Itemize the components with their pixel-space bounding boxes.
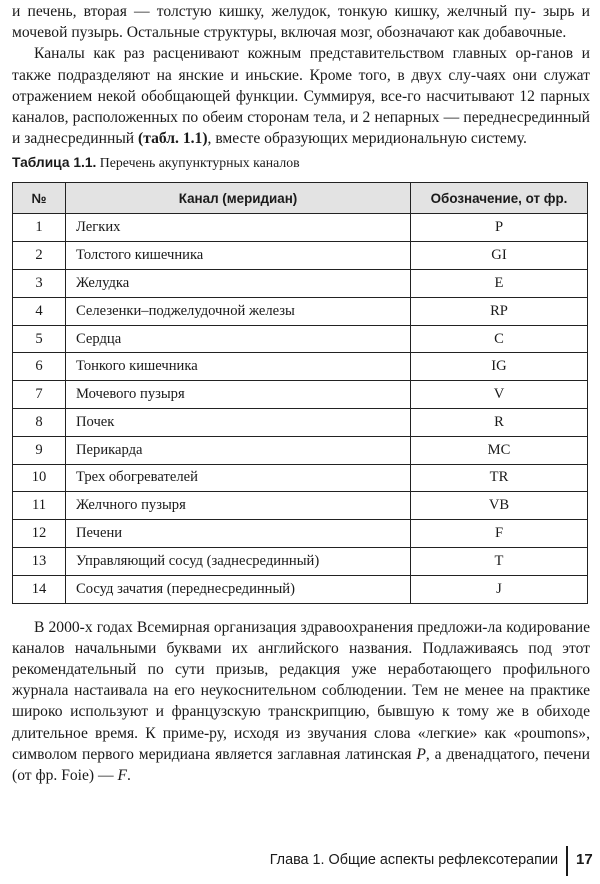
row-num: 1 — [13, 214, 66, 242]
row-channel-name: Желудка — [66, 270, 411, 298]
intro-line-2: зырь и мочевой пузырь. Остальные структуры, включая мозг, обозначают — [12, 3, 590, 42]
row-num: 3 — [13, 270, 66, 298]
row-channel-name: Мочевого пузыря — [66, 381, 411, 409]
table-row — [13, 575, 588, 603]
letter-f: F — [117, 767, 128, 784]
channels-table — [12, 182, 588, 603]
row-channel-name: Почек — [66, 409, 411, 437]
row-channel-name: Трех обогревателей — [66, 464, 411, 492]
table-reference: (табл. 1.1) — [138, 130, 208, 148]
table-row — [13, 520, 588, 548]
table-row — [13, 325, 588, 353]
row-code: IG — [411, 353, 588, 381]
header-designation: Обозначение, от фр. — [411, 183, 588, 214]
row-code: RP — [411, 297, 588, 325]
intro-line-3: как добавочные. — [457, 24, 567, 42]
row-channel-name: Управляющий сосуд (заднесрединный) — [66, 547, 411, 575]
row-code: V — [411, 381, 588, 409]
row-channel-name: Сердца — [66, 325, 411, 353]
who-text-end: . — [127, 767, 131, 784]
row-code: MC — [411, 436, 588, 464]
row-code: P — [411, 214, 588, 242]
who-paragraph — [12, 617, 590, 787]
table-caption — [12, 154, 590, 172]
row-code: TR — [411, 464, 588, 492]
row-channel-name: Печени — [66, 520, 411, 548]
row-code: F — [411, 520, 588, 548]
table-row — [13, 436, 588, 464]
row-code: VB — [411, 492, 588, 520]
row-code: C — [411, 325, 588, 353]
letter-p: P — [416, 745, 426, 763]
table-row — [13, 297, 588, 325]
chapter-title: Глава 1. Общие аспекты рефлексотерапии — [269, 852, 558, 868]
row-channel-name: Легких — [66, 214, 411, 242]
row-code: J — [411, 575, 588, 603]
table-caption-label: Таблица 1.1. — [12, 155, 97, 171]
row-channel-name: Толстого кишечника — [66, 242, 411, 270]
row-num: 8 — [13, 409, 66, 437]
table-row — [13, 492, 588, 520]
row-num: 6 — [13, 353, 66, 381]
row-num: 12 — [13, 520, 66, 548]
row-code: T — [411, 547, 588, 575]
channels-paragraph — [12, 43, 590, 149]
row-num: 7 — [13, 381, 66, 409]
who-text-middle: , а двенадцатого, печени (от фр. Foie) — — [12, 745, 590, 784]
intro-paragraph — [12, 1, 590, 43]
table-row — [13, 464, 588, 492]
row-num: 2 — [13, 242, 66, 270]
row-channel-name: Сосуд зачатия (переднесрединный) — [66, 575, 411, 603]
footer-divider — [566, 846, 568, 876]
table-caption-text: Перечень акупунктурных каналов — [96, 155, 300, 171]
row-num: 14 — [13, 575, 66, 603]
table-row — [13, 353, 588, 381]
header-num: № — [13, 183, 66, 214]
page-footer — [0, 844, 600, 884]
table-row — [13, 270, 588, 298]
page-content — [12, 0, 590, 786]
who-text-before: В 2000-х годах Всемирная организация здравоохранения предложи-ла кодирование каналов начальными буквами их английского названия. Подлаживаясь под этот рекомендательный по сути призыв, редакция уже неработающего профильного журнала настаивала на его неукоснительном соблюдении. Тем не менее на практике широко используют и французскую транскрипцию, бывшую к тому же в обиходе длительное время. К приме-ру, исходя из звучания слова «легкие» как «poumons», символом первого меридиана является заглавная латинская — [12, 618, 590, 763]
table-row — [13, 409, 588, 437]
table-header-row — [13, 183, 588, 214]
row-channel-name: Желчного пузыря — [66, 492, 411, 520]
row-code: R — [411, 409, 588, 437]
table-row — [13, 381, 588, 409]
row-code: E — [411, 270, 588, 298]
row-channel-name: Перикарда — [66, 436, 411, 464]
row-num: 11 — [13, 492, 66, 520]
channels-text-after: , вместе образующих меридиональную систему. — [207, 130, 527, 148]
row-num: 9 — [13, 436, 66, 464]
intro-line-1: и печень, вторая — толстую кишку, желудок, тонкую кишку, желчный пу- — [12, 3, 536, 20]
table-row — [13, 214, 588, 242]
page-number: 17 — [576, 851, 593, 868]
table-row — [13, 242, 588, 270]
row-num: 4 — [13, 297, 66, 325]
channels-text-before: Каналы как раз расценивают кожным представительством главных ор-ганов и также подразделяют на янские и иньские. Кроме того, в двух слу-чаях они служат отражением некой обобщающей функции. Суммируя, все-го насчитывают 12 парных каналов, расположенных по обеим сторонам тела, и 2 непарных — переднесрединный и заднесрединный — [12, 45, 590, 148]
row-num: 5 — [13, 325, 66, 353]
row-num: 13 — [13, 547, 66, 575]
row-num: 10 — [13, 464, 66, 492]
row-channel-name: Тонкого кишечника — [66, 353, 411, 381]
row-channel-name: Селезенки–поджелудочной железы — [66, 297, 411, 325]
row-code: GI — [411, 242, 588, 270]
header-channel: Канал (меридиан) — [66, 183, 411, 214]
table-row — [13, 547, 588, 575]
